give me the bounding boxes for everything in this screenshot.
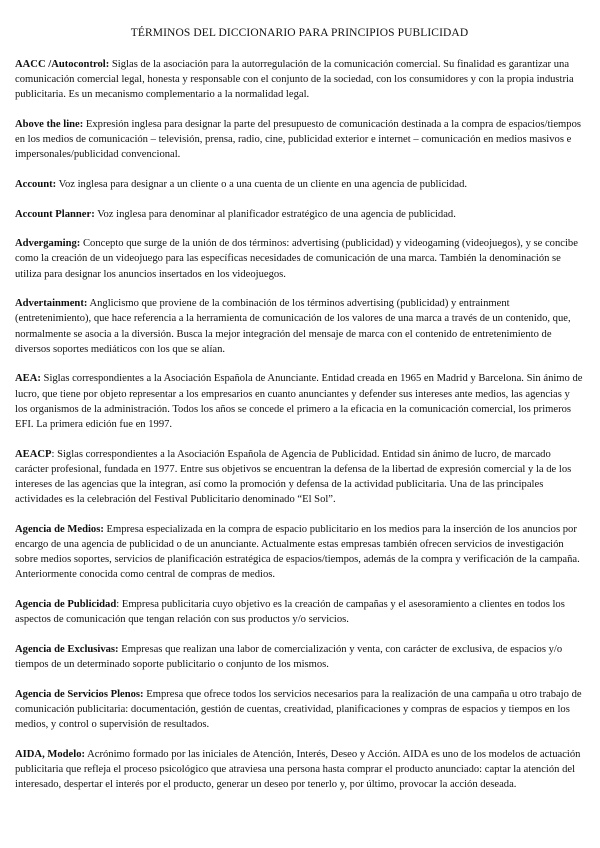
entry-definition: Empresa especializada en la compra de espacio publicitario en los medios para la inserción de los anuncios por encargo de una agencia de publicidad o de un anunciante. Actualmente estas empresas también ofrecen servicios de investigación sobre medios soportes, servicios de planificación estratégica de espacios/tiempos, además de la compra y verificación de la campaña. Anteriormente conocida como central de compras de medios. (15, 523, 580, 581)
glossary-entry-aeacp (15, 447, 584, 508)
glossary-entry-account (15, 177, 584, 192)
glossary-entry-account-planner (15, 207, 584, 222)
entry-definition: Anglicismo que proviene de la combinación de los términos advertising (publicidad) y entrainment (entretenimiento), que hace referencia a la herramienta de comunicación de los valores de una marca a través de un contenido, que, normalmente se asocia a la diversión. Busca la mejor integración del mensaje de marca con el contenido de entretenimiento de diversos soportes mediáticos con los que se alían. (15, 298, 571, 355)
entry-term: Advergaming: (15, 238, 81, 250)
entry-definition: Empresas que realizan una labor de comercialización y venta, con carácter de exclusiva, de espacios y/o tiempos de un determinado soporte publicitario o conjunto de los mismos. (15, 643, 563, 670)
entry-definition: : Siglas correspondientes a la Asociación Española de Agencia de Publicidad. Entidad sin ánimo de lucro, de marcado carácter profesional, fundada en 1977. Entre sus objetivos se encuentran la defensa de la libertad de expresión comercial y la de los intereses de las agencias que la integran, así como la promoción y defensa de la actividad publicitaria. Una de las principales actividades es la celebración del Festival Publicitario denominado “El Sol”. (15, 448, 572, 506)
entry-term: AEACP (15, 448, 52, 460)
glossary-entry-aea (15, 371, 584, 432)
entry-term: Above the line: (15, 119, 84, 130)
glossary-entry-agencia-de-publicidad (15, 597, 584, 627)
page-title: TÉRMINOS DEL DICCIONARIO PARA PRINCIPIOS PUBLICIDAD (130, 27, 469, 39)
glossary-entry-agencia-de-servicios-plenos (15, 687, 584, 733)
glossary-entry-advergaming (15, 236, 584, 282)
entry-term: AIDA, Modelo: (15, 748, 86, 760)
entry-term: Agencia de Exclusivas: (15, 643, 119, 655)
glossary-entry-above-the-line (15, 117, 584, 163)
entry-definition: Acrónimo formado por las iniciales de Atención, Interés, Deseo y Acción. AIDA es uno de los modelos de actuación publicitaria que refleja el proceso psicológico que atraviesa una persona hasta comprar el producto anunciado: captar la atención del interesado, despertar el interés por el producto, generar un deseo por tenerlo y, por último, provocar la acción deseada. (15, 748, 581, 790)
glossary-entry-aida-modelo (15, 747, 584, 793)
entry-definition: Voz inglesa para denominar al planificador estratégico de una agencia de publicidad. (94, 208, 456, 220)
glossary-entry-advertainment (15, 296, 584, 357)
glossary-entries (15, 57, 584, 792)
entry-definition: : Empresa publicitaria cuyo objetivo es la creación de campañas y el asesoramiento a clientes en todos los aspectos de comunicación que tengan relación con sus productos y/o servicios. (15, 599, 565, 626)
entry-term: Account: (15, 179, 57, 190)
entry-term: Agencia de Medios: (15, 523, 104, 535)
entry-term: AACC /Autocontrol: (15, 59, 110, 70)
entry-definition: Concepto que surge de la unión de dos términos: advertising (publicidad) y videogaming (videojuegos), y se concibe como la creación de un videojuego para las específicas necesidades de comunicación de una marca. También la denominación se utiliza para designar los anuncios insertados en los videojuegos. (15, 238, 578, 280)
entry-definition: Voz inglesa para designar a un cliente o a una cuenta de un cliente en una agencia de publicidad. (56, 179, 468, 190)
entry-definition: Expresión inglesa para designar la parte del presupuesto de comunicación destinada a la compra de espacios/tiempos en los medios de comunicación – televisión, prensa, radio, cine, publicidad exterior e internet – comunicación en medios masivos e impersonales/publicidad convencional. (15, 119, 581, 161)
entry-definition: Empresa que ofrece todos los servicios necesarios para la realización de una campaña u otro trabajo de comunicación publicitaria: documentación, gestión de cuentas, creatividad, planificaciones y compras de espacios y tiempos en los medios, y control o supervisión de resultados. (15, 688, 582, 730)
document-page (15, 26, 584, 807)
entry-term: Account Planner: (15, 208, 95, 220)
glossary-entry-agencia-de-exclusivas (15, 642, 584, 672)
glossary-entry-agencia-de-medios (15, 522, 584, 583)
entry-definition: Siglas correspondientes a la Asociación Española de Anunciante. Entidad creada en 1965 en Madrid y Barcelona. Sin ánimo de lucro, que tiene por objeto representar a los empresarios en cuanto anunciantes y defender sus intereses ante medios, las agencias y los organismos de la administración. Todos los años se concede el primero a la eficacia en la comunicación comercial, los primeros EFI. La primera edición fue en 1997. (15, 373, 583, 430)
entry-definition: Siglas de la asociación para la autorregulación de la comunicación comercial. Su finalidad es garantizar una comunicación comercial legal, honesta y responsable con el conjunto de la sociedad, con los consumidores y con la propia industria publicitaria. Es un mecanismo complementario a la normalidad legal. (15, 59, 574, 101)
entry-term: Agencia de Servicios Plenos: (15, 688, 144, 700)
entry-term: Agencia de Publicidad (15, 599, 117, 610)
entry-term: Advertainment: (15, 298, 88, 310)
glossary-entry-aacc (15, 57, 584, 103)
entry-term: AEA: (15, 373, 41, 385)
